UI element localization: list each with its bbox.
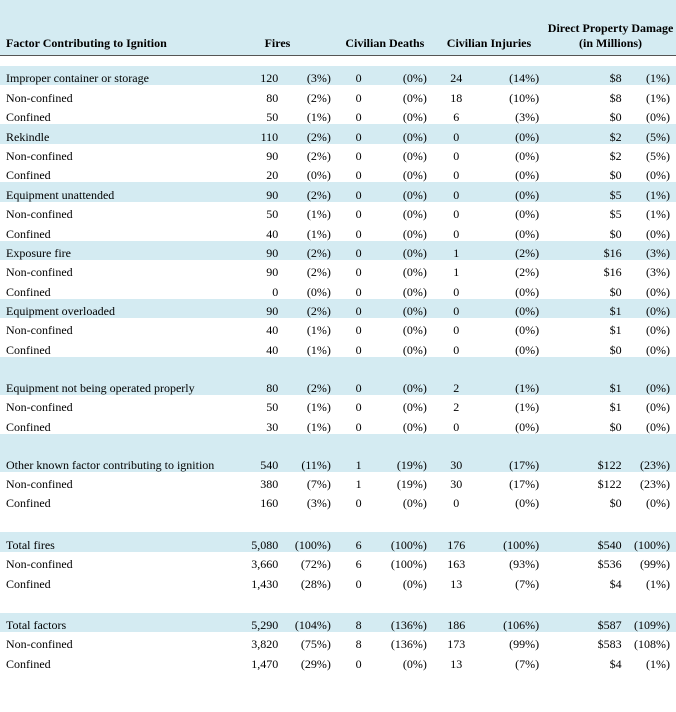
injuries-value: 173 xyxy=(447,637,466,652)
injuries-percent: (1%) xyxy=(515,400,540,415)
deaths-value: 0 xyxy=(355,90,362,105)
deaths-percent: (0%) xyxy=(402,168,427,183)
injuries-value: 30 xyxy=(450,477,463,492)
fires-percent: (1%) xyxy=(306,110,331,125)
damage-percent: (0%) xyxy=(646,400,670,415)
damage-value: $8 xyxy=(609,90,622,105)
deaths-percent: (0%) xyxy=(380,182,432,201)
fires-percent: (1%) xyxy=(306,207,331,222)
row-label: Confined xyxy=(6,168,51,183)
damage-value: $16 xyxy=(603,265,622,280)
row-label: Non-confined xyxy=(6,148,73,163)
fires-value: 50 xyxy=(266,400,279,415)
fires-percent: (100%) xyxy=(280,532,337,551)
damage-percent: (5%) xyxy=(624,124,676,143)
header-injuries: Civilian Injuries xyxy=(433,0,545,56)
damage-percent: (1%) xyxy=(646,576,670,591)
damage-percent: (0%) xyxy=(646,226,670,241)
deaths-value: 0 xyxy=(337,299,381,318)
fires-value: 80 xyxy=(218,357,280,395)
injuries-percent: (93%) xyxy=(509,557,540,572)
damage-value: $0 xyxy=(609,284,622,299)
row-label: Non-confined xyxy=(6,207,73,222)
damage-value: $0 xyxy=(609,496,622,511)
row-label: Rekindle xyxy=(0,124,218,143)
table-row xyxy=(0,318,676,337)
fires-value: 90 xyxy=(266,148,279,163)
table-row xyxy=(0,85,676,104)
injuries-value: 0 xyxy=(453,226,460,241)
injuries-percent: (0%) xyxy=(515,284,540,299)
damage-value: $536 xyxy=(597,557,622,572)
table-row xyxy=(0,571,676,590)
injuries-value: 2 xyxy=(433,357,480,395)
injuries-value: 163 xyxy=(447,557,466,572)
header-fires: Fires xyxy=(218,0,337,56)
damage-value: $1 xyxy=(545,357,623,395)
spacer-row xyxy=(0,591,676,613)
injuries-percent: (7%) xyxy=(515,656,540,671)
table-row xyxy=(0,260,676,279)
damage-value: $0 xyxy=(609,168,622,183)
fires-percent: (3%) xyxy=(280,66,337,85)
deaths-percent: (0%) xyxy=(402,400,427,415)
injuries-value: 30 xyxy=(433,434,480,472)
injuries-percent: (0%) xyxy=(515,168,540,183)
deaths-percent: (0%) xyxy=(402,496,427,511)
fires-percent: (2%) xyxy=(280,241,337,260)
header-damage: Direct Property Damage (in Millions) xyxy=(545,0,676,56)
fires-percent: (3%) xyxy=(306,496,331,511)
injuries-percent: (0%) xyxy=(515,226,540,241)
table-row xyxy=(0,124,676,143)
fires-value: 1,430 xyxy=(251,576,279,591)
damage-percent: (23%) xyxy=(624,434,676,472)
damage-percent: (0%) xyxy=(646,323,670,338)
deaths-percent: (0%) xyxy=(402,148,427,163)
injuries-value: 18 xyxy=(450,90,463,105)
row-label: Non-confined xyxy=(6,90,73,105)
fires-percent: (29%) xyxy=(300,656,331,671)
row-label: Non-confined xyxy=(6,400,73,415)
injuries-value: 186 xyxy=(433,613,480,632)
deaths-percent: (0%) xyxy=(380,241,432,260)
damage-percent: (0%) xyxy=(624,299,676,318)
deaths-value: 0 xyxy=(355,323,362,338)
fires-percent: (72%) xyxy=(300,557,331,572)
fires-percent: (75%) xyxy=(300,637,331,652)
damage-percent: (0%) xyxy=(646,342,670,357)
table-body xyxy=(0,66,676,671)
spacer-row xyxy=(0,510,676,532)
damage-value: $122 xyxy=(597,477,622,492)
fires-value: 40 xyxy=(266,342,279,357)
table-row xyxy=(0,279,676,298)
injuries-percent: (0%) xyxy=(515,419,540,434)
deaths-value: 0 xyxy=(337,182,381,201)
deaths-percent: (0%) xyxy=(402,226,427,241)
fires-percent: (1%) xyxy=(306,400,331,415)
injuries-value: 0 xyxy=(433,124,480,143)
deaths-percent: (0%) xyxy=(402,656,427,671)
fires-value: 80 xyxy=(266,90,279,105)
damage-value: $1 xyxy=(609,323,622,338)
fires-percent: (1%) xyxy=(306,226,331,241)
row-label: Confined xyxy=(6,110,51,125)
fires-value: 50 xyxy=(266,207,279,222)
deaths-value: 0 xyxy=(355,576,362,591)
deaths-value: 6 xyxy=(355,557,362,572)
injuries-value: 0 xyxy=(453,419,460,434)
damage-value: $4 xyxy=(609,576,622,591)
injuries-percent: (2%) xyxy=(480,241,545,260)
injuries-value: 0 xyxy=(453,284,460,299)
injuries-percent: (99%) xyxy=(509,637,540,652)
injuries-value: 6 xyxy=(453,110,460,125)
fires-value: 540 xyxy=(218,434,280,472)
injuries-value: 24 xyxy=(433,66,480,85)
row-label: Confined xyxy=(6,576,51,591)
fires-value: 120 xyxy=(218,66,280,85)
damage-percent: (1%) xyxy=(624,66,676,85)
deaths-value: 0 xyxy=(355,284,362,299)
damage-percent: (99%) xyxy=(640,557,670,572)
row-label: Confined xyxy=(6,496,51,511)
header-factor: Factor Contributing to Ignition xyxy=(0,0,218,56)
injuries-value: 1 xyxy=(453,265,460,280)
damage-value: $5 xyxy=(545,182,623,201)
injuries-percent: (106%) xyxy=(480,613,545,632)
deaths-value: 0 xyxy=(355,110,362,125)
row-label: Equipment overloaded xyxy=(0,299,218,318)
row-label: Equipment not being operated properly xyxy=(0,357,218,395)
deaths-percent: (100%) xyxy=(390,557,427,572)
table-row xyxy=(0,202,676,221)
injuries-value: 0 xyxy=(453,168,460,183)
injuries-value: 0 xyxy=(453,148,460,163)
damage-value: $540 xyxy=(545,532,623,551)
deaths-value: 0 xyxy=(337,357,381,395)
injuries-percent: (2%) xyxy=(515,265,540,280)
damage-value: $122 xyxy=(545,434,623,472)
deaths-value: 8 xyxy=(355,637,362,652)
injuries-value: 0 xyxy=(453,496,460,511)
table-row xyxy=(0,434,676,472)
table-row xyxy=(0,66,676,85)
fires-percent: (104%) xyxy=(280,613,337,632)
deaths-percent: (0%) xyxy=(402,90,427,105)
fires-percent: (2%) xyxy=(306,90,331,105)
deaths-value: 6 xyxy=(337,532,381,551)
deaths-value: 0 xyxy=(355,656,362,671)
deaths-value: 0 xyxy=(355,419,362,434)
damage-percent: (0%) xyxy=(646,168,670,183)
fires-value: 160 xyxy=(260,496,279,511)
injuries-percent: (0%) xyxy=(515,148,540,163)
damage-percent: (0%) xyxy=(646,496,670,511)
fires-percent: (11%) xyxy=(280,434,337,472)
injuries-percent: (0%) xyxy=(480,182,545,201)
injuries-value: 0 xyxy=(453,342,460,357)
injuries-percent: (17%) xyxy=(480,434,545,472)
fires-percent: (2%) xyxy=(280,182,337,201)
fires-value: 90 xyxy=(218,299,280,318)
damage-value: $0 xyxy=(609,110,622,125)
injuries-percent: (10%) xyxy=(509,90,540,105)
table-row xyxy=(0,163,676,182)
fires-percent: (2%) xyxy=(306,265,331,280)
fires-value: 50 xyxy=(266,110,279,125)
damage-value: $2 xyxy=(545,124,623,143)
deaths-value: 0 xyxy=(355,265,362,280)
injuries-percent: (0%) xyxy=(515,342,540,357)
fires-value: 110 xyxy=(218,124,280,143)
damage-percent: (3%) xyxy=(624,241,676,260)
damage-percent: (109%) xyxy=(624,613,676,632)
injuries-percent: (0%) xyxy=(480,124,545,143)
deaths-value: 0 xyxy=(355,148,362,163)
injuries-value: 0 xyxy=(453,323,460,338)
fires-percent: (1%) xyxy=(306,419,331,434)
row-label: Non-confined xyxy=(6,637,73,652)
deaths-value: 0 xyxy=(355,496,362,511)
table-row xyxy=(0,299,676,318)
deaths-value: 0 xyxy=(337,66,381,85)
deaths-percent: (19%) xyxy=(380,434,432,472)
fires-value: 40 xyxy=(266,226,279,241)
fires-percent: (2%) xyxy=(280,357,337,395)
row-label: Non-confined xyxy=(6,477,73,492)
injuries-value: 1 xyxy=(433,241,480,260)
deaths-value: 0 xyxy=(355,342,362,357)
fires-value: 380 xyxy=(260,477,279,492)
deaths-percent: (0%) xyxy=(380,66,432,85)
fires-percent: (7%) xyxy=(306,477,331,492)
header-deaths: Civilian Deaths xyxy=(337,0,433,56)
damage-value: $0 xyxy=(609,342,622,357)
damage-percent: (1%) xyxy=(624,182,676,201)
fires-value: 5,290 xyxy=(218,613,280,632)
fires-value: 90 xyxy=(218,182,280,201)
fires-percent: (1%) xyxy=(306,342,331,357)
table-row xyxy=(0,491,676,510)
fires-value: 40 xyxy=(266,323,279,338)
injuries-value: 0 xyxy=(433,299,480,318)
table-row xyxy=(0,414,676,433)
damage-percent: (23%) xyxy=(640,477,670,492)
fires-value: 3,660 xyxy=(251,557,279,572)
row-label: Other known factor contributing to ignition xyxy=(0,434,218,472)
deaths-percent: (0%) xyxy=(402,207,427,222)
deaths-value: 1 xyxy=(337,434,381,472)
table-row xyxy=(0,105,676,124)
deaths-percent: (136%) xyxy=(380,613,432,632)
deaths-value: 0 xyxy=(355,400,362,415)
deaths-percent: (0%) xyxy=(402,265,427,280)
deaths-percent: (0%) xyxy=(380,124,432,143)
damage-value: $587 xyxy=(545,613,623,632)
fires-percent: (2%) xyxy=(306,148,331,163)
deaths-percent: (0%) xyxy=(402,110,427,125)
damage-percent: (1%) xyxy=(646,207,670,222)
table-row xyxy=(0,651,676,670)
fires-percent: (1%) xyxy=(306,323,331,338)
table-row xyxy=(0,472,676,491)
deaths-value: 8 xyxy=(337,613,381,632)
damage-value: $2 xyxy=(609,148,622,163)
row-label: Confined xyxy=(6,342,51,357)
damage-percent: (1%) xyxy=(646,656,670,671)
table-row xyxy=(0,337,676,356)
row-label: Non-confined xyxy=(6,265,73,280)
damage-value: $583 xyxy=(597,637,622,652)
damage-percent: (3%) xyxy=(646,265,670,280)
row-label: Non-confined xyxy=(6,323,73,338)
deaths-value: 1 xyxy=(355,477,362,492)
row-label: Exposure fire xyxy=(0,241,218,260)
deaths-value: 0 xyxy=(355,226,362,241)
injuries-percent: (7%) xyxy=(515,576,540,591)
injuries-percent: (3%) xyxy=(515,110,540,125)
row-label: Confined xyxy=(6,656,51,671)
row-label: Total fires xyxy=(0,532,218,551)
fires-percent: (0%) xyxy=(306,284,331,299)
damage-percent: (5%) xyxy=(646,148,670,163)
damage-percent: (0%) xyxy=(646,110,670,125)
deaths-percent: (0%) xyxy=(402,419,427,434)
deaths-value: 0 xyxy=(355,168,362,183)
damage-percent: (1%) xyxy=(646,90,670,105)
injuries-value: 0 xyxy=(433,182,480,201)
injuries-percent: (100%) xyxy=(480,532,545,551)
damage-value: $0 xyxy=(609,226,622,241)
fires-value: 1,470 xyxy=(251,656,279,671)
injuries-value: 13 xyxy=(450,656,463,671)
table-row xyxy=(0,552,676,571)
injuries-percent: (17%) xyxy=(509,477,540,492)
damage-percent: (100%) xyxy=(624,532,676,551)
fires-value: 90 xyxy=(218,241,280,260)
deaths-value: 0 xyxy=(355,207,362,222)
deaths-percent: (0%) xyxy=(402,284,427,299)
fires-value: 20 xyxy=(266,168,279,183)
deaths-percent: (0%) xyxy=(380,299,432,318)
table-row xyxy=(0,241,676,260)
fires-value: 90 xyxy=(266,265,279,280)
table-row xyxy=(0,632,676,651)
damage-percent: (0%) xyxy=(646,284,670,299)
damage-value: $8 xyxy=(545,66,623,85)
row-label: Non-confined xyxy=(6,557,73,572)
deaths-value: 0 xyxy=(337,124,381,143)
fires-value: 30 xyxy=(266,419,279,434)
deaths-percent: (136%) xyxy=(390,637,427,652)
row-label: Confined xyxy=(6,419,51,434)
deaths-value: 0 xyxy=(337,241,381,260)
deaths-percent: (0%) xyxy=(402,323,427,338)
deaths-percent: (100%) xyxy=(380,532,432,551)
deaths-percent: (0%) xyxy=(380,357,432,395)
deaths-percent: (19%) xyxy=(396,477,427,492)
damage-value: $4 xyxy=(609,656,622,671)
row-label: Improper container or storage xyxy=(0,66,218,85)
injuries-value: 13 xyxy=(450,576,463,591)
table-row xyxy=(0,613,676,632)
fires-percent: (0%) xyxy=(306,168,331,183)
damage-value: $1 xyxy=(545,299,623,318)
injuries-percent: (14%) xyxy=(480,66,545,85)
damage-percent: (0%) xyxy=(646,419,670,434)
damage-percent: (0%) xyxy=(624,357,676,395)
damage-percent: (108%) xyxy=(634,637,670,652)
injuries-percent: (0%) xyxy=(515,207,540,222)
table-row xyxy=(0,357,676,395)
row-label: Equipment unattended xyxy=(0,182,218,201)
fires-value: 3,820 xyxy=(251,637,279,652)
row-label: Total factors xyxy=(0,613,218,632)
injuries-percent: (0%) xyxy=(515,323,540,338)
injuries-percent: (1%) xyxy=(480,357,545,395)
damage-value: $0 xyxy=(609,419,622,434)
injuries-percent: (0%) xyxy=(480,299,545,318)
injuries-value: 0 xyxy=(453,207,460,222)
table-row xyxy=(0,395,676,414)
table-row xyxy=(0,182,676,201)
deaths-percent: (0%) xyxy=(402,576,427,591)
damage-value: $16 xyxy=(545,241,623,260)
injuries-value: 2 xyxy=(453,400,460,415)
damage-value: $1 xyxy=(609,400,622,415)
deaths-percent: (0%) xyxy=(402,342,427,357)
injuries-percent: (0%) xyxy=(515,496,540,511)
row-label: Confined xyxy=(6,284,51,299)
injuries-value: 176 xyxy=(433,532,480,551)
fires-percent: (2%) xyxy=(280,124,337,143)
fires-value: 0 xyxy=(272,284,279,299)
fires-percent: (28%) xyxy=(300,576,331,591)
table-row xyxy=(0,532,676,551)
table-row xyxy=(0,144,676,163)
row-label: Confined xyxy=(6,226,51,241)
fires-percent: (2%) xyxy=(280,299,337,318)
table-row xyxy=(0,221,676,240)
fires-value: 5,080 xyxy=(218,532,280,551)
damage-value: $5 xyxy=(609,207,622,222)
